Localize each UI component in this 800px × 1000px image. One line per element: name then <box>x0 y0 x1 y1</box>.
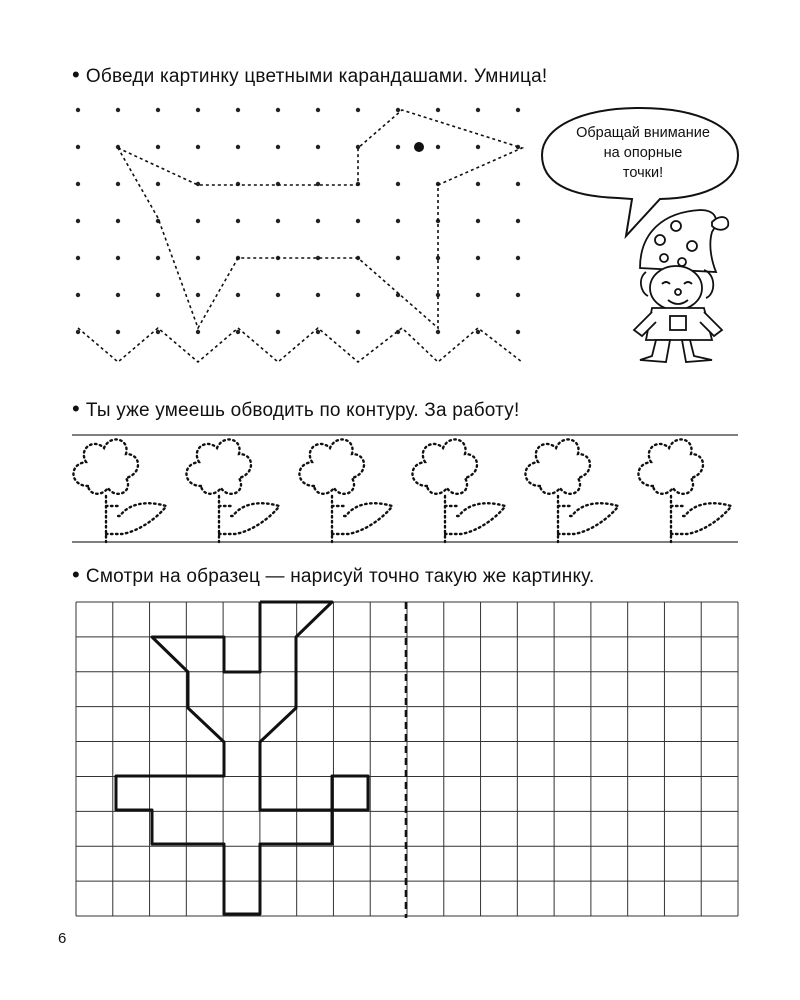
task-2-text: Ты уже умеешь обводить по контуру. За работу! <box>85 400 520 421</box>
grid-dot <box>156 145 160 149</box>
grid-dot <box>76 145 80 149</box>
grid-dot <box>516 256 520 260</box>
grid-dot <box>396 145 400 149</box>
grid-dot <box>116 182 120 186</box>
grid-dot <box>236 108 240 112</box>
dot-grid <box>76 108 520 334</box>
grid-dot <box>196 145 200 149</box>
bullet-icon: • <box>72 62 80 87</box>
grid-dot <box>236 293 240 297</box>
grid-dot <box>476 256 480 260</box>
speech-line-1: Обращай внимание <box>576 125 710 141</box>
grid-dot <box>436 108 440 112</box>
grid-dot <box>516 182 520 186</box>
gnome-boy-icon <box>634 210 728 362</box>
bullet-icon: • <box>72 562 80 587</box>
grid-dot <box>76 182 80 186</box>
grid-dot <box>516 330 520 334</box>
grid-dot <box>156 108 160 112</box>
grid-dot <box>476 182 480 186</box>
grid-dot <box>516 219 520 223</box>
grid-dot <box>316 145 320 149</box>
grid-dot <box>196 108 200 112</box>
grid-dot <box>116 293 120 297</box>
grid-dot <box>76 330 80 334</box>
grid-dot <box>276 145 280 149</box>
dotted-flower-icon <box>299 439 392 542</box>
speech-line-2: на опорные <box>603 145 683 161</box>
dotted-flower-icon <box>73 439 166 542</box>
dog-eye-icon <box>414 142 424 152</box>
dotted-flower-row <box>73 439 731 542</box>
task-3-text: Смотри на образец — нарисуй точно такую же картинку. <box>85 566 595 587</box>
grid-dot <box>316 330 320 334</box>
sample-flower-figure <box>116 602 368 914</box>
grid-dot <box>476 330 480 334</box>
speech-bubble-text <box>548 123 738 183</box>
grid-dot <box>156 330 160 334</box>
bullet-icon: • <box>72 396 80 421</box>
grid-dot <box>76 293 80 297</box>
grid-dot <box>316 108 320 112</box>
grid-dot <box>356 219 360 223</box>
task-1-text: Обведи картинку цветными карандашами. Умница! <box>85 66 548 87</box>
grid-dot <box>236 145 240 149</box>
grid-dot <box>76 108 80 112</box>
flower-tracing-lines <box>72 435 738 542</box>
grid-dot <box>276 219 280 223</box>
grid-dot <box>396 182 400 186</box>
grid-dot <box>156 293 160 297</box>
grid-dot <box>116 256 120 260</box>
grid-dot <box>156 256 160 260</box>
grid-dot <box>476 219 480 223</box>
grid-dot <box>116 219 120 223</box>
grid-dot <box>76 256 80 260</box>
grid-dot <box>476 293 480 297</box>
grid-dot <box>236 330 240 334</box>
grid-dot <box>196 256 200 260</box>
grid-dot <box>356 293 360 297</box>
speech-line-3: точки! <box>622 165 664 181</box>
grid-dot <box>156 182 160 186</box>
grid-dot <box>196 330 200 334</box>
grid-dot <box>396 256 400 260</box>
page-number: 6 <box>58 930 67 947</box>
grid-dot <box>356 330 360 334</box>
grid-dot <box>196 293 200 297</box>
dotted-dog-outline-icon <box>78 110 522 362</box>
grid-dot <box>116 330 120 334</box>
grid-dot <box>236 219 240 223</box>
grid-dot <box>516 293 520 297</box>
grid-dot <box>276 293 280 297</box>
grid-dot <box>116 108 120 112</box>
grid-dot <box>316 219 320 223</box>
grid-dot <box>76 219 80 223</box>
dotted-flower-icon <box>186 439 279 542</box>
grid-dot <box>396 108 400 112</box>
grid-dot <box>196 219 200 223</box>
dotted-flower-icon <box>412 439 505 542</box>
grid-dot <box>396 219 400 223</box>
dotted-flower-icon <box>638 439 731 542</box>
grid-dot <box>476 145 480 149</box>
grid-dot <box>436 330 440 334</box>
dotted-flower-icon <box>525 439 618 542</box>
grid-dot <box>276 330 280 334</box>
grid-dot <box>436 145 440 149</box>
grid-dot <box>276 108 280 112</box>
grid-dot <box>316 293 320 297</box>
grid-dot <box>516 108 520 112</box>
grid-dot <box>356 108 360 112</box>
grid-dot <box>476 108 480 112</box>
